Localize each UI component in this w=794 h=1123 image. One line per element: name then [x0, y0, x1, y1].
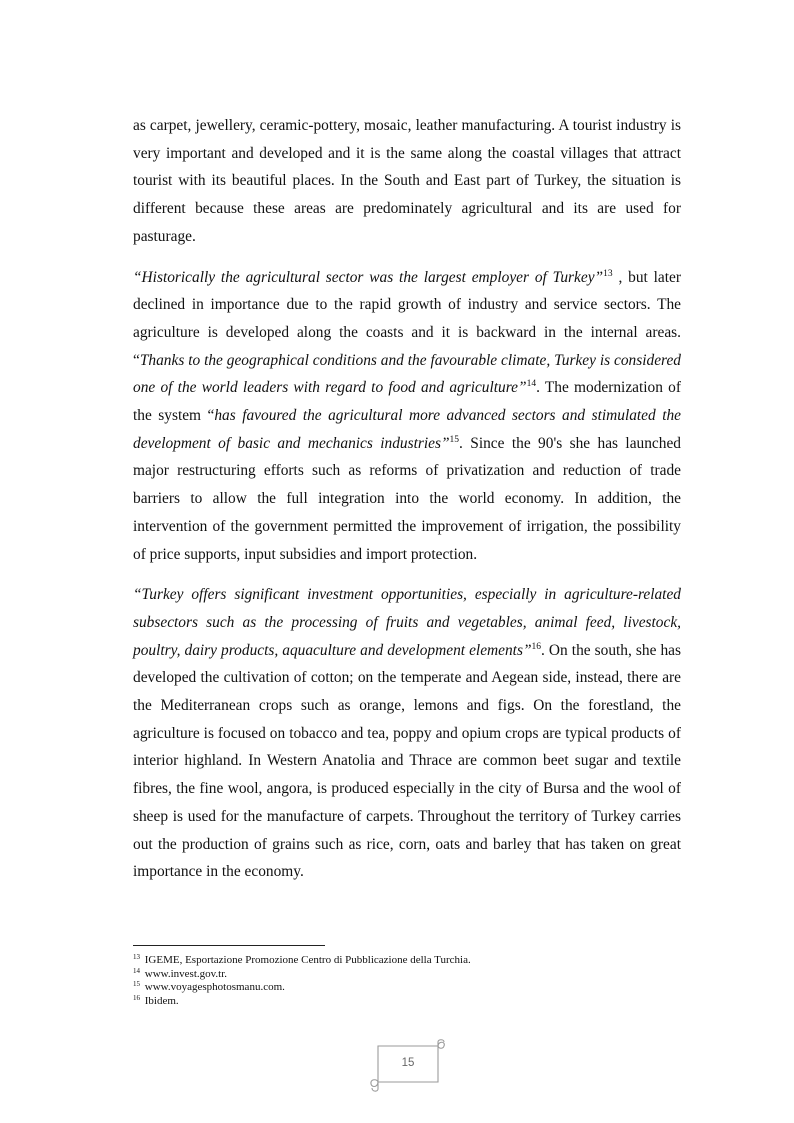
footnote-separator [133, 945, 325, 946]
footnote-number: 16 [133, 993, 140, 1002]
quoted-text: has favoured the agricultural more advanced sectors and stimulated the development of basic and mechanics industries” [133, 407, 681, 452]
footnote-text: www.voyagesphotosmanu.com. [142, 981, 285, 994]
paragraph [133, 264, 681, 569]
quoted-text: “Historically the agricultural sector was the largest employer of Turkey” [133, 268, 604, 286]
footnote-item [133, 968, 681, 982]
footnote-number: 15 [133, 980, 140, 989]
footnote-item [133, 995, 681, 1009]
page-number-scroll [368, 1038, 444, 1094]
paragraph [133, 581, 681, 886]
text-run: as carpet, jewellery, ceramic-pottery, mosaic, leather manufacturing. A tourist industry is very important and developed and it is the same along the coastal villages that attract tourist with its beautiful places. In the South and East part of Turkey, the situation is different because these areas are predominately agricultural and its are used for pasturage. [133, 117, 681, 245]
paragraph [133, 112, 681, 251]
page-number: 15 [401, 1057, 415, 1069]
footnotes [133, 954, 681, 1008]
text-run: . The modernization of the system “ [133, 379, 681, 425]
quoted-text: “Turkey offers significant investment opportunities, especially in agriculture-related subsectors such as the processing of fruits and vegetables, animal feed, livestock, poultry, dairy products, aquaculture and development elements” [133, 586, 681, 659]
footnote-item [133, 981, 681, 995]
text-run: . Since the 90's she has launched major restructuring efforts such as reforms of privatization and reduction of trade barriers to allow the full integration into the world economy. In addition, the intervention of the government permitted the improvement of irrigation, the possibility of price supports, input subsidies and import protection. [133, 434, 681, 563]
footnote-text: www.invest.gov.tr. [142, 967, 228, 980]
body-text [133, 112, 681, 899]
footnote-number: 13 [133, 953, 140, 961]
quoted-text: Thanks to the geographical conditions and the favourable climate, Turkey is considered one of the world leaders with regard to food and agriculture” [133, 351, 681, 397]
footnote-reference: 16 [531, 641, 542, 652]
footnote-reference: 13 [603, 268, 613, 279]
footnote-text: Ibidem. [142, 994, 179, 1007]
footnote-reference: 14 [526, 379, 537, 390]
text-run: . On the south, she has developed the cultivation of cotton; on the temperate and Aegean side, instead, there are the Mediterranean crops such as orange, lemons and figs. On the forestland, the agriculture is focused on tobacco and tea, poppy and opium crops are typical products of interior highland. In Western Anatolia and Thrace are common beet sugar and textile fibres, the fine wool, angora, is produced especially in the city of Bursa and the wool of sheep is used for the manufacture of carpets. Throughout the territory of Turkey carries out the production of grains such as rice, corn, oats and barley that has taken on great importance in the economy. [133, 641, 681, 881]
footnote-item [133, 954, 681, 968]
footnote-text: IGEME, Esportazione Promozione Centro di Pubblicazione della Turchia. [142, 954, 471, 966]
footnote-reference: 15 [449, 434, 460, 445]
text-run: , but later declined in importance due to the rapid growth of industry and service sectors. The agriculture is developed along the coasts and it is backward in the internal areas. “ [133, 268, 681, 369]
footnote-number: 14 [133, 966, 140, 975]
